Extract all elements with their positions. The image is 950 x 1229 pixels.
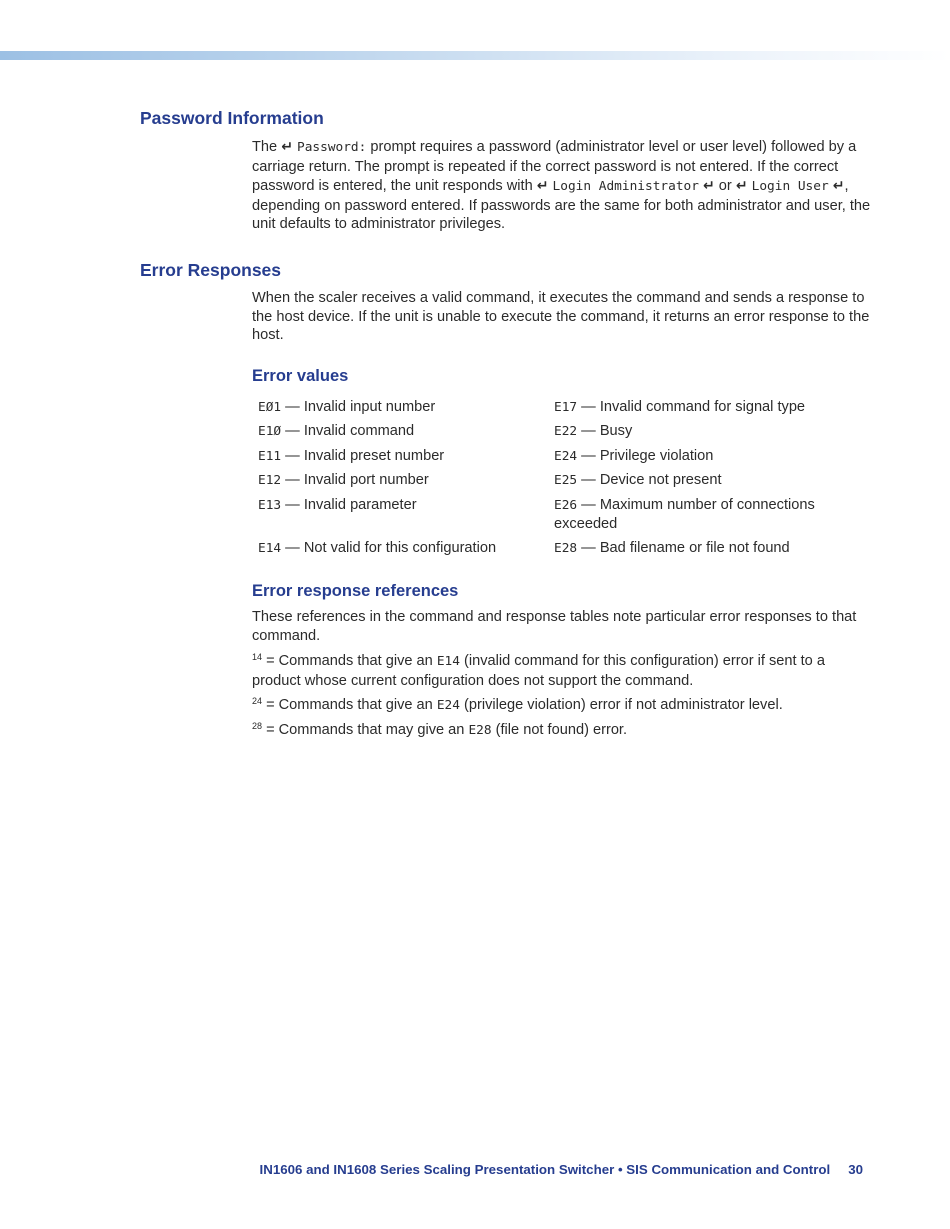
error-description: Invalid parameter [303, 496, 417, 513]
error-value-item [252, 422, 548, 446]
error-description: Invalid port number [303, 472, 429, 489]
text: = Commands that give an [262, 653, 437, 669]
reference-superscript: 24 [252, 696, 263, 706]
error-code: E22 [554, 424, 578, 440]
error-value-item [548, 422, 872, 446]
error-value-item [252, 447, 548, 471]
error-values-table [252, 398, 872, 563]
error-description: Invalid input number [303, 399, 436, 415]
login-user-code: Login User [751, 179, 829, 195]
dash-separator: — [577, 539, 600, 556]
error-value-item [548, 496, 872, 539]
reference-note-24 [252, 696, 872, 716]
error-code: E14 [258, 540, 282, 556]
error-code: E11 [258, 448, 282, 464]
return-arrow-icon: ↵ [536, 177, 549, 194]
dash-separator: — [577, 399, 600, 415]
return-arrow-icon: ↵ [735, 177, 748, 194]
error-code: E28 [554, 540, 578, 556]
error-description: Device not present [599, 472, 722, 489]
error-value-item [252, 471, 548, 495]
reference-note-14 [252, 652, 872, 690]
page-number: 30 [848, 1162, 863, 1177]
text: (file not found) error. [491, 722, 628, 738]
text: , depending on password entered. If passwords are the same for both administrator and user, the unit defaults to administrator privileges. [252, 178, 871, 233]
error-code: E24 [554, 448, 578, 464]
error-value-item [252, 539, 548, 563]
error-value-item [548, 471, 872, 495]
text: (invalid command for this configuration) error if sent to a product whose current configuration does not support the command. [252, 653, 825, 689]
reference-superscript: 28 [252, 721, 263, 731]
error-description: Not valid for this configuration [303, 539, 497, 556]
error-code: E17 [554, 400, 578, 415]
dash-separator: — [281, 539, 304, 556]
error-value-item [252, 496, 548, 539]
error-value-item [548, 539, 872, 563]
return-arrow-icon: ↵ [703, 177, 715, 194]
error-code: E24 [436, 698, 460, 713]
error-code: EØ1 [258, 400, 282, 415]
text: or [714, 178, 736, 195]
login-administrator-code: Login Administrator [552, 179, 699, 195]
error-value-item [548, 398, 872, 422]
error-description: Busy [599, 423, 633, 440]
dash-separator: — [281, 496, 304, 513]
password-information-heading: Password Information [140, 108, 324, 128]
error-description: Invalid command [303, 423, 415, 440]
error-description: Privilege violation [599, 447, 714, 464]
text: The [252, 139, 282, 155]
text: = Commands that give an [262, 697, 437, 713]
reference-superscript: 14 [252, 652, 263, 662]
reference-note-28 [252, 721, 872, 741]
error-code: E25 [554, 473, 578, 489]
error-code: E26 [554, 497, 578, 513]
page-footer [260, 1162, 863, 1177]
error-code: E13 [258, 497, 282, 513]
error-value-item [252, 398, 548, 422]
text: = Commands that may give an [262, 722, 469, 738]
error-responses-heading: Error Responses [140, 260, 282, 280]
error-description: Invalid preset number [303, 447, 445, 464]
header-gradient-bar [0, 51, 950, 60]
dash-separator: — [281, 423, 304, 440]
return-arrow-icon: ↵ [281, 138, 293, 154]
text: prompt requires a password (administrator level or user level) followed by a carriage return. The prompt is repeated if the correct password is not entered. If the correct password is entered, the unit responds with [252, 139, 857, 195]
error-code: E28 [468, 723, 492, 738]
return-arrow-icon: ↵ [832, 177, 845, 194]
dash-separator: — [577, 496, 600, 513]
error-value-item [548, 447, 872, 471]
footer-title: IN1606 and IN1608 Series Scaling Presentation Switcher • SIS Communication and Control [259, 1162, 831, 1177]
error-values-heading: Error values [252, 367, 349, 385]
error-code: E1Ø [258, 424, 282, 440]
dash-separator: — [577, 472, 600, 489]
error-code: E14 [436, 654, 460, 669]
error-description: Bad filename or file not found [599, 539, 790, 556]
dash-separator: — [281, 472, 304, 489]
dash-separator: — [281, 399, 304, 415]
error-description: Maximum number of connections exceeded [554, 496, 815, 533]
error-description: Invalid command for signal type [599, 399, 806, 415]
error-code: E12 [258, 473, 282, 489]
dash-separator: — [577, 447, 600, 464]
dash-separator: — [577, 423, 600, 440]
text: (privilege violation) error if not administrator level. [459, 697, 783, 713]
references-intro-paragraph: These references in the command and response tables note particular error responses to that command. [252, 609, 857, 644]
password-paragraph [252, 137, 872, 234]
error-response-references-heading: Error response references [252, 582, 459, 600]
password-prompt-code: Password: [297, 140, 367, 155]
error-intro-paragraph: When the scaler receives a valid command, it executes the command and sends a response to the host device. If the unit is unable to execute the command, it returns an error response to the host. [252, 290, 870, 344]
dash-separator: — [281, 447, 304, 464]
